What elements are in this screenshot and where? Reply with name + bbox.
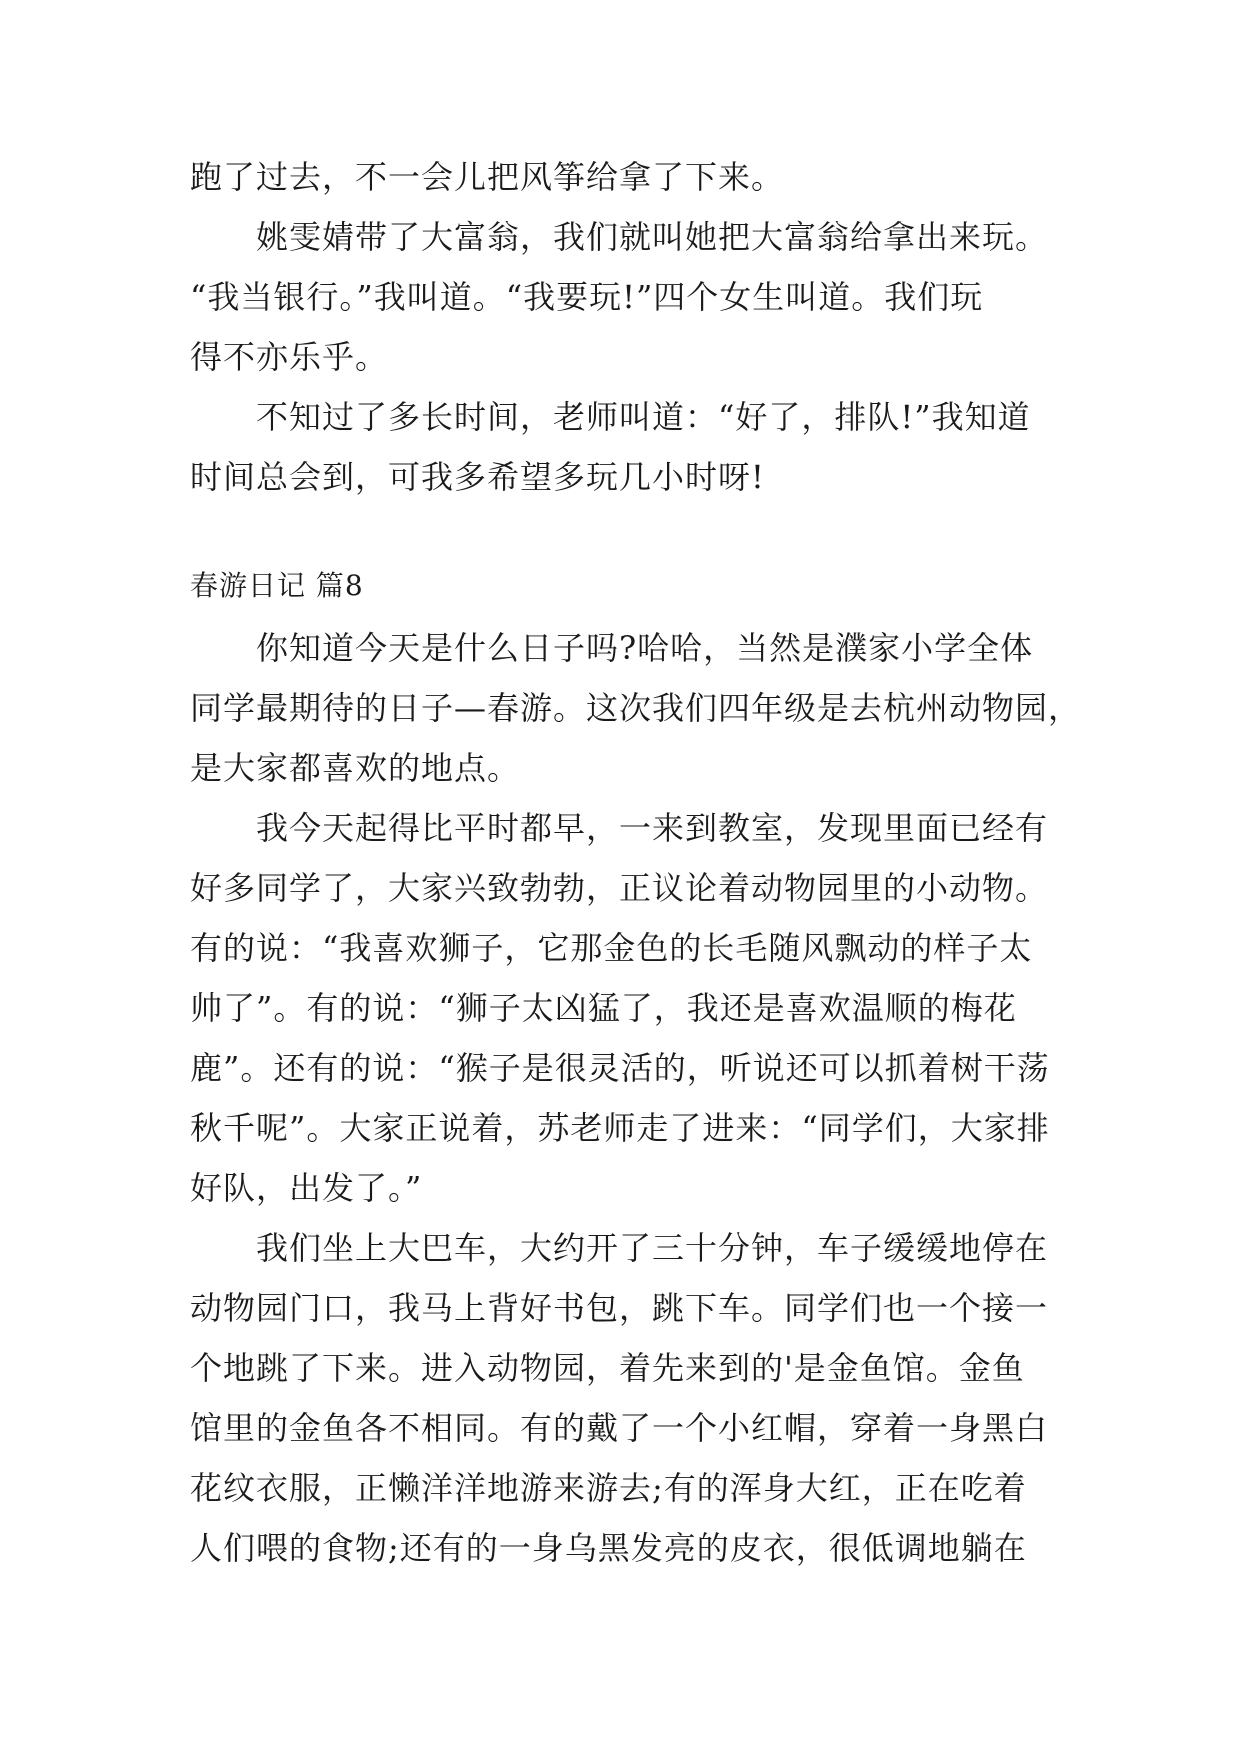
text-line: 秋千呢”。大家正说着，苏老师走了进来：“同学们，大家排 [190, 1109, 1050, 1147]
text-line: 动物园门口，我马上背好书包，跳下车。同学们也一个接一 [190, 1289, 1049, 1327]
text-line: 是大家都喜欢的地点。 [190, 749, 521, 787]
text-line: 跑了过去，不一会儿把风筝给拿了下来。 [190, 158, 785, 196]
text-line: 馆里的金鱼各不相同。有的戴了一个小红帽，穿着一身黑白 [190, 1409, 1049, 1447]
text-line: 你知道今天是什么日子吗?哈哈，当然是濮家小学全体 [256, 629, 1034, 667]
diary-entry-8 [190, 618, 1082, 1578]
text-line: 好多同学了，大家兴致勃勃，正议论着动物园里的小动物。 [190, 869, 1049, 907]
text-line: 花纹衣服，正懒洋洋地游来游去;有的浑身大红，正在吃着 [190, 1469, 1027, 1507]
text-line: 得不亦乐乎。 [190, 338, 389, 376]
text-line: 姚雯婧带了大富翁，我们就叫她把大富翁给拿出来玩。 [256, 218, 1049, 256]
section-title: 春游日记 篇8 [190, 569, 364, 602]
text-line: 我们坐上大巴车，大约开了三十分钟，车子缓缓地停在 [256, 1229, 1049, 1267]
text-line: 不知过了多长时间，老师叫道：“好了，排队!”我知道 [256, 398, 1031, 436]
text-line: 我今天起得比平时都早，一来到教室，发现里面已经有 [256, 809, 1049, 847]
text-line: 帅了”。有的说：“狮子太凶猛了，我还是喜欢温顺的梅花 [190, 989, 1017, 1027]
previous-diary-ending [190, 147, 1050, 507]
text-line: 个地跳了下来。进入动物园，着先来到的'是金鱼馆。金鱼 [190, 1349, 1025, 1387]
text-line: 有的说：“我喜欢狮子，它那金色的长毛随风飘动的样子太 [190, 929, 1033, 967]
text-line: “我当银行。”我叫道。“我要玩!”四个女生叫道。我们玩 [190, 278, 984, 316]
text-line: 鹿”。还有的说：“猴子是很灵活的，听说还可以抓着树干荡 [190, 1049, 1050, 1087]
text-line: 时间总会到，可我多希望多玩几小时呀! [190, 458, 765, 496]
text-line: 同学最期待的日子—春游。这次我们四年级是去杭州动物园， [190, 689, 1082, 727]
text-line: 好队，出发了。” [190, 1169, 423, 1207]
text-line: 人们喂的食物;还有的一身乌黑发亮的皮衣，很低调地躺在 [190, 1529, 1027, 1567]
